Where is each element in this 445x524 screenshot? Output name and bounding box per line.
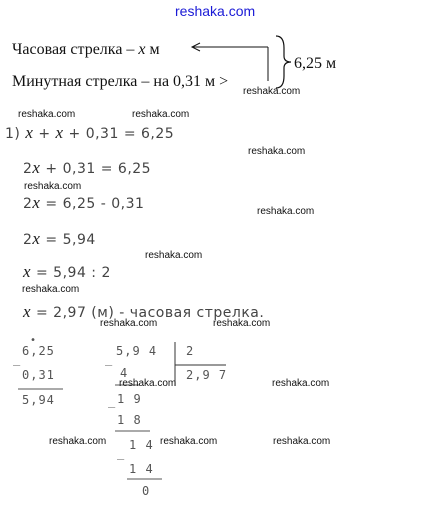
- eq1-tail: + 0,31 = 6,25: [63, 126, 175, 142]
- division-step-4: 1 4: [129, 438, 154, 452]
- step-number: 1): [5, 126, 21, 142]
- equation-line-6: x = 2,97 (м) - часовая стрелка.: [23, 302, 265, 321]
- watermark: reshaka.com: [248, 146, 306, 157]
- eq3-rest: = 6,25 - 0,31: [40, 196, 145, 212]
- watermark: reshaka.com: [119, 378, 177, 389]
- watermark: reshaka.com: [132, 109, 190, 120]
- division-minus-3: _: [117, 446, 126, 460]
- eq1-plus: +: [38, 126, 56, 142]
- eq4-coef: 2: [23, 232, 33, 248]
- watermark: reshaka.com: [100, 318, 158, 329]
- watermark-top: reshaka.com: [175, 3, 256, 19]
- equation-line-2: 2x + 0,31 = 6,25: [23, 158, 152, 177]
- division-step-1: 4: [120, 366, 129, 380]
- watermark: reshaka.com: [24, 181, 82, 192]
- hour-hand-unit: м: [145, 41, 160, 58]
- hour-hand-text: Часовая стрелка –: [12, 41, 139, 58]
- division-minus-1: _: [105, 352, 114, 366]
- carry-dot: •: [30, 335, 38, 346]
- watermark: reshaka.com: [273, 436, 331, 447]
- hour-hand-var: x: [138, 41, 146, 58]
- eq2-coef: 2: [23, 161, 33, 177]
- subtraction-subtrahend: 0,31: [22, 368, 55, 382]
- watermark: reshaka.com: [145, 250, 203, 261]
- subtraction-result: 5,94: [22, 393, 55, 407]
- division-minus-2: _: [108, 394, 117, 408]
- equation-line-4: 2x = 5,94: [23, 229, 96, 248]
- division-step-3: 1 8: [117, 413, 142, 427]
- watermark: reshaka.com: [22, 284, 80, 295]
- equation-line-1: 1) x + x + 0,31 = 6,25: [5, 123, 175, 142]
- division-step-6: 0: [142, 484, 151, 498]
- equation-line-5: x = 5,94 : 2: [23, 262, 111, 281]
- watermark: reshaka.com: [160, 436, 218, 447]
- subtraction-minuend: 6,25: [22, 344, 55, 358]
- watermark: reshaka.com: [272, 378, 330, 389]
- eq4-rest: = 5,94: [40, 232, 96, 248]
- minute-hand-gt: >: [219, 73, 229, 90]
- total-length: 6,25 м: [294, 55, 337, 72]
- eq5-rest: = 5,94 : 2: [31, 265, 111, 281]
- watermark: reshaka.com: [213, 318, 271, 329]
- division-quotient: 2,9 7: [186, 368, 228, 382]
- subtraction-minus: _: [13, 352, 22, 366]
- equation-line-3: 2x = 6,25 - 0,31: [23, 193, 145, 212]
- division-step-5: 1 4: [129, 462, 154, 476]
- division-step-2: 1 9: [117, 392, 142, 406]
- minute-hand-text: Минутная стрелка – на 0,31 м: [12, 73, 220, 90]
- division-divisor: 2: [186, 344, 195, 358]
- watermark: reshaka.com: [49, 436, 107, 447]
- eq2-rest: + 0,31 = 6,25: [45, 161, 152, 177]
- watermark: reshaka.com: [257, 206, 315, 217]
- division-dividend: 5,9 4: [116, 344, 158, 358]
- watermark: reshaka.com: [18, 109, 76, 120]
- watermark: reshaka.com: [243, 86, 301, 97]
- eq3-coef: 2: [23, 196, 33, 212]
- eq6-rest: = 2,97 (м) - часовая стрелка.: [31, 305, 265, 321]
